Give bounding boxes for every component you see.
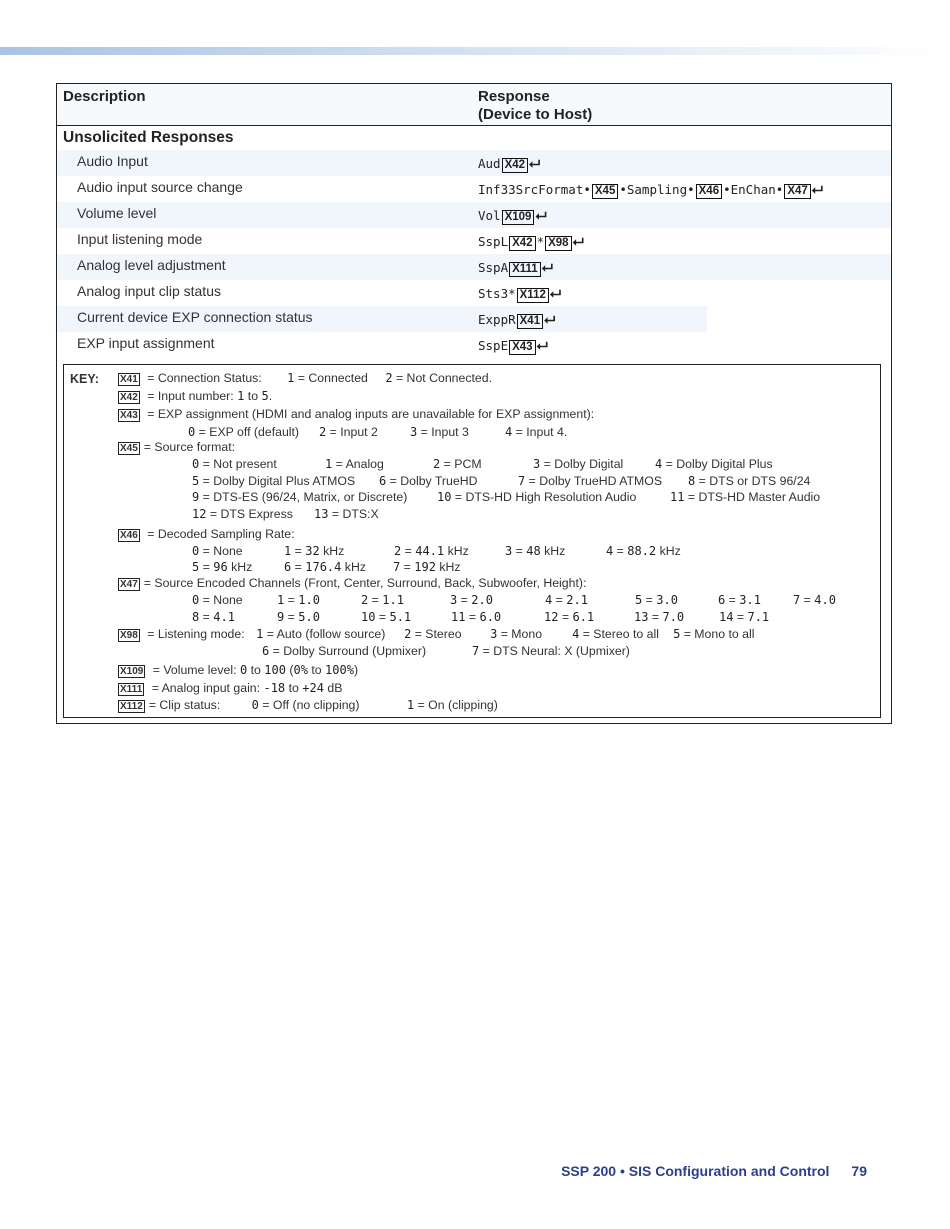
key-option: 4 = 88.2 kHz xyxy=(606,544,681,558)
key-option: 7 = 192 kHz xyxy=(393,560,461,574)
row-response: SspL X42 * X98 ⮠ xyxy=(478,234,584,250)
section-title: Unsolicited Responses xyxy=(63,129,234,146)
key-option: 10 = DTS-HD High Resolution Audio xyxy=(437,490,637,504)
key-option: 9 = DTS-ES (96/24, Matrix, or Discrete) xyxy=(192,490,408,504)
table-row xyxy=(57,280,891,306)
key-x41: X41 = Connection Status: 1 = Connected 2 = Not Connected. xyxy=(120,371,493,385)
key-option: 3 = Input 3 xyxy=(410,425,469,439)
key-x45-line3 xyxy=(192,490,850,504)
key-option: 6 = 3.1 xyxy=(718,593,761,607)
key-option: 1 = Auto (follow source) xyxy=(256,627,386,641)
row-description: Analog level adjustment xyxy=(77,257,226,273)
variable-box: X98 xyxy=(545,236,571,251)
key-option: 2 = Stereo xyxy=(404,627,462,641)
key-option: 5 = 3.0 xyxy=(635,593,678,607)
row-response: Vol X109 ⮠ xyxy=(478,208,547,224)
key-option: 13 = DTS:X xyxy=(314,507,379,521)
row-response: Sts3* X112 ⮠ xyxy=(478,286,562,302)
table-header xyxy=(57,84,891,126)
key-option: 4 = Input 4. xyxy=(505,425,568,439)
key-x43-options xyxy=(188,425,605,439)
key-option: 1 = 1.0 xyxy=(277,593,320,607)
key-option: 4 = Dolby Digital Plus xyxy=(655,457,773,471)
row-response: SspA X111 ⮠ xyxy=(478,260,553,276)
header-response: Response (Device to Host) xyxy=(478,88,593,123)
page-number: 79 xyxy=(851,1163,867,1179)
key-option: 7 = 4.0 xyxy=(793,593,836,607)
key-option: 2 = Input 2 xyxy=(319,425,378,439)
return-arrow-icon: ⮠ xyxy=(535,208,547,224)
return-arrow-icon: ⮠ xyxy=(811,182,823,198)
table-row xyxy=(57,202,891,228)
key-x98-line2 xyxy=(262,644,652,658)
variable-box: X42 xyxy=(502,158,528,173)
variable-box: X111 xyxy=(509,262,541,277)
key-x45-line1 xyxy=(192,457,795,471)
key-x111: X111 = Analog input gain: -18 to +24 dB xyxy=(120,681,343,695)
key-x47: X47 = Source Encoded Channels (Front, Center, Surround, Back, Subwoofer, Height): xyxy=(120,576,587,590)
table-row xyxy=(57,254,891,280)
key-option: 0 = None xyxy=(192,593,243,607)
return-arrow-icon: ⮠ xyxy=(572,234,584,250)
key-option: 11 = 6.0 xyxy=(451,610,502,624)
key-x42: X42 = Input number: 1 to 5. xyxy=(120,389,273,403)
page-footer xyxy=(561,1163,867,1179)
key-x46-line1 xyxy=(192,544,726,558)
row-description: Analog input clip status xyxy=(77,283,221,299)
header-description: Description xyxy=(63,88,146,105)
key-x45-line2 xyxy=(192,474,838,488)
key-option: 3 = 48 kHz xyxy=(505,544,566,558)
return-arrow-icon: ⮠ xyxy=(536,338,548,354)
key-option: 1 = 32 kHz xyxy=(284,544,345,558)
key-x112: X112 = Clip status: 0 = Off (no clipping) 1 = On (clipping) xyxy=(120,698,498,712)
key-x45-line4 xyxy=(192,507,434,521)
key-option: 3 = Mono xyxy=(490,627,543,641)
key-x43: X43 = EXP assignment (HDMI and analog inputs are unavailable for EXP assignment): xyxy=(120,407,595,421)
key-x46-line2 xyxy=(192,560,493,574)
key-option: 12 = 6.1 xyxy=(544,610,595,624)
variable-box: X109 xyxy=(502,210,535,225)
key-option: 5 = 96 kHz xyxy=(192,560,253,574)
key-option: 0 = Not present xyxy=(192,457,277,471)
key-x109: X109 = Volume level: 0 to 100 (0% to 100%) xyxy=(120,663,359,677)
key-option: 13 = 7.0 xyxy=(634,610,685,624)
key-option: 6 = 176.4 kHz xyxy=(284,560,366,574)
variable-box: X41 xyxy=(517,314,543,329)
key-option: 0 = None xyxy=(192,544,243,558)
key-option: 14 = 7.1 xyxy=(719,610,770,624)
return-arrow-icon: ⮠ xyxy=(541,260,553,276)
variable-box: X46 xyxy=(696,184,722,199)
key-x47-line1 xyxy=(192,593,863,607)
variable-box: X47 xyxy=(784,184,810,199)
key-option: 1 = Analog xyxy=(325,457,384,471)
variable-box: X45 xyxy=(592,184,618,199)
key-option: 12 = DTS Express xyxy=(192,507,293,521)
row-response: SspE X43 ⮠ xyxy=(478,338,548,354)
key-x46: X46 = Decoded Sampling Rate: xyxy=(120,527,295,541)
key-option: 5 = Dolby Digital Plus ATMOS xyxy=(192,474,356,488)
key-option: 9 = 5.0 xyxy=(277,610,320,624)
key-box xyxy=(63,364,881,718)
key-option: 4 = 2.1 xyxy=(545,593,588,607)
row-description: Audio input source change xyxy=(77,179,243,195)
key-option: 7 = Dolby TrueHD ATMOS xyxy=(518,474,663,488)
key-option: 2 = PCM xyxy=(433,457,482,471)
table-row xyxy=(57,306,707,332)
return-arrow-icon: ⮠ xyxy=(549,286,562,302)
table-row xyxy=(57,176,891,202)
variable-box: X43 xyxy=(509,340,535,355)
key-option: 4 = Stereo to all xyxy=(572,627,659,641)
key-option: 11 = DTS-HD Master Audio xyxy=(670,490,821,504)
row-response: Inf33SrcFormat• X45 •Sampling• X46 •EnChan• X47 ⮠ xyxy=(478,182,823,198)
key-label: KEY: xyxy=(70,372,99,386)
key-option: 6 = Dolby Surround (Upmixer) xyxy=(262,644,427,658)
key-x45: X45 = Source format: xyxy=(120,440,236,454)
variable-box: X42 xyxy=(509,236,535,251)
variable-box: X112 xyxy=(517,288,549,303)
return-arrow-icon: ⮠ xyxy=(544,312,556,328)
row-description: Input listening mode xyxy=(77,231,203,247)
key-x98: X98 = Listening mode: 1 = Auto (follow source) 2 = Stereo 3 = Mono 4 = Stereo to all 5 = Mono to all xyxy=(118,627,783,642)
key-x47-line2 xyxy=(192,610,799,624)
command-table xyxy=(56,83,892,724)
footer-title: SSP 200 • SIS Configuration and Control xyxy=(561,1163,830,1179)
row-description: Current device EXP connection status xyxy=(77,309,313,325)
key-option: 8 = DTS or DTS 96/24 xyxy=(688,474,811,488)
key-option: 7 = DTS Neural: X (Upmixer) xyxy=(472,644,630,658)
table-row xyxy=(57,332,891,358)
key-option: 3 = Dolby Digital xyxy=(533,457,624,471)
key-option: 2 = 44.1 kHz xyxy=(394,544,469,558)
key-option: 5 = Mono to all xyxy=(673,627,755,641)
row-response: ExppR X41 ⮠ xyxy=(478,312,556,328)
key-option: 3 = 2.0 xyxy=(450,593,493,607)
row-response: Aud X42 ⮠ xyxy=(478,156,541,172)
key-option: 6 = Dolby TrueHD xyxy=(379,474,478,488)
key-option: 8 = 4.1 xyxy=(192,610,235,624)
key-option: 10 = 5.1 xyxy=(361,610,412,624)
return-arrow-icon: ⮠ xyxy=(529,156,541,172)
top-gradient-bar xyxy=(0,47,950,55)
table-row xyxy=(57,228,891,254)
key-option: 0 = EXP off (default) xyxy=(188,425,300,439)
row-description: Audio Input xyxy=(77,153,148,169)
row-description: EXP input assignment xyxy=(77,335,215,351)
key-option: 2 = 1.1 xyxy=(361,593,404,607)
table-row xyxy=(57,150,891,176)
row-description: Volume level xyxy=(77,205,157,221)
